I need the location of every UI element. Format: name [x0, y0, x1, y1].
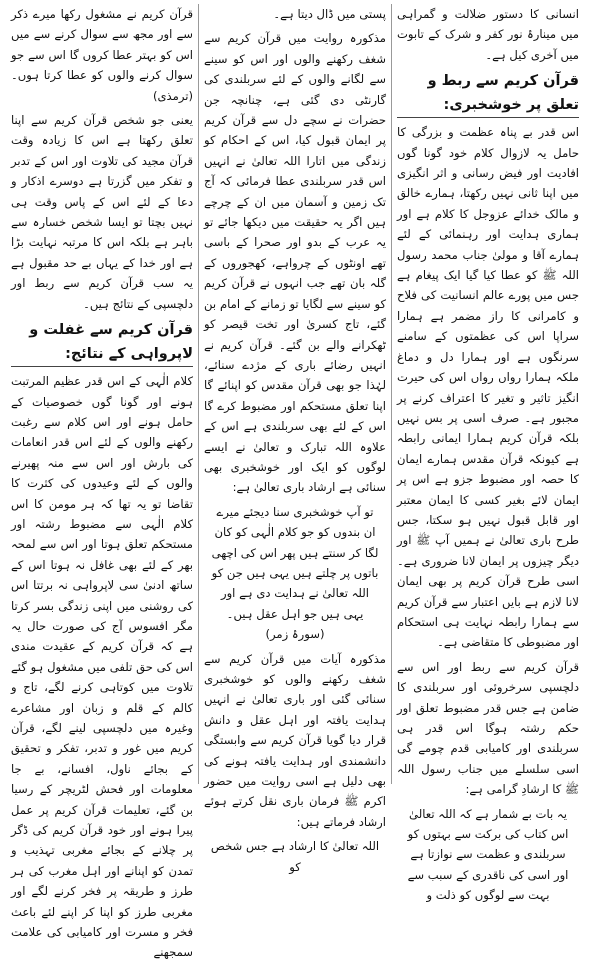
quoted-text: اللہ تعالیٰ کا ارشاد ہے جس شخص کو — [210, 839, 380, 874]
column-right — [392, 4, 584, 903]
section-heading: قرآن کریم سے ربط و تعلق پر خوشخبری: — [397, 69, 579, 118]
body-paragraph: مذکورہ روایت میں قرآن کریم سے شغف رکھنے والوں اور اس کو سینے سے لگانے والوں کے لئے سربلندی کی گارنٹی دی گئی ہے، چنانچہ جن حضرات نے سچے دل سے قرآن کریم پر ایمان قبول کیا، اس کے احکام کو زندگی میں اتارا اللہ تعالیٰ نے انہیں اس قدر سربلندی عطا فرمائی کہ آج تک زمین و آسمان میں ان کے چرچے ہیں اگر یہ حقیقت میں دیکھا جائے تو یہ عرب کے بدو اور صحرا کے باسی تھے اونٹوں کے چرواہے، کھجوروں کے گلہ بان تھے جب انہوں نے قرآن کریم کو سینے سے لگایا تو زمانے کے امام بن گئے، تاج کسریٰ اور تخت قیصر کو ٹھکرانے والے بن گئے۔ قرآن کریم نے انہیں رضائے باری کے مژدے سنائے، لہٰذا جو بھی قرآن مقدس کو اپنائے گا اپنا تعلق مستحکم اور مضبوط کرے گا اس کے لئے بھی سربلندی ہے اس کے علاوہ اللہ تبارک و تعالیٰ نے ایسے لوگوں کو ایک اور خوشخبری بھی سنائی ہے ارشاد باری تعالیٰ ہے: — [204, 31, 386, 495]
body-paragraph: قرآن کریم نے مشغول رکھا میرے ذکر سے اور مجھ سے سوال کرنے سے میں اس کو بہتر عطا کروں گا اس سے جو سوال کرنے والوں کو عطا کرتا ہوں۔ (ترمذی) — [11, 7, 193, 103]
body-paragraph: یعنی جو شخص قرآن کریم سے اپنا تعلق رکھتا ہے اس کا زیادہ وقت قرآن مجید کی تلاوت اور اس کے تدبر و تفکر میں گزرتا ہے دوسرے اذکار و دعا کے لئے اس کے پاس وقت ہی نہیں بچتا تو ایسا شخص خسارہ سے باہر ہے بلکہ اس کا مرتبہ نہایت بڑا ہے اور خدا کے یہاں بے حد مقبول ہے یہ سب قرآن کریم سے ربط اور دلچسپی کے نتائج ہیں۔ — [11, 113, 193, 311]
quoted-text: تو آپ خوشخبری سنا دیجئے میرے ان بندوں کو جو کلام الٰہی کو کان لگا کر سنتے ہیں پھر اس کی اچھی باتوں پر چلتے ہیں یہی ہیں جن کو اللہ تعالیٰ نے ہدایت دی ہے اور یہی ہیں جو اہل عقل ہیں۔ (سورۂ زمر) — [211, 504, 379, 642]
section-heading: قرآن کریم سے غفلت و لاپرواہی کے نتائج: — [11, 318, 193, 367]
body-paragraph: کلام الٰہی کے اس قدر عظیم المرتبت ہونے اور گونا گوں خصوصیات کے حامل ہونے اور اس کلام سے رغبت رکھنے والوں کے لئے اس قدر انعامات کی بارش اور اس سے منہ پھیرنے والوں کے لئے وعیدوں کی کثرت کا تقاضا تو یہ تھا کہ ہر مومن کا اس کلام الٰہی سے مضبوط رشتہ اور مستحکم تعلق ہوتا اور اس سے لمحہ بھر کے لئے بھی غافل نہ ہوتا اس کے ساتھ ادنیٰ سی لاپرواہی نہ برتتا اس کی روشنی میں اپنی زندگی بسر کرتا مگر افسوس آج کی صورت حال یہ ہے کہ قرآن کریم کے عقیدت مندی اس کی حق تلفی میں مشغول ہو گئے تلاوت میں کوتاہی کرنے لگے، تاج و کالم کے قلم و زبان اور مشاعرے وغیرہ میں دلچسپی لینے لگے، قرآن کریم میں غور و تدبر، تفکر و تحقیق کے بجائے ناول، افسانے، بے جا معلومات اور فحش لٹریچر کے رسیا بن گئے، تعلیمات قرآن کریم پر عمل پیرا ہونے اور خود قرآن کریم کی ڈگر پر چلانے کے بجائے مغربی تہذیب و تمدن کو اپنانے اور اہل مغرب کی ہر طرز و طریقہ پر فخر کرنے لگے اور مغربی طرز کو اپنا کر اپنے لئے باعث فخر و مسرت اور کامیابی کی علامت سمجھنے — [11, 374, 193, 960]
column-left — [6, 4, 199, 960]
body-paragraph: قرآن کریم سے ربط اور اس سے دلچسپی سرخروئی اور سربلندی کا ضامن ہے جس قدر مضبوط تعلق اور حکم رشتہ ہوگا اس قدر ہی سربلندی اور کامیابی قدم چومے گی اسی سلسلے میں جناب رسول اللہ ﷺ کا ارشادِ گرامی ہے: — [397, 659, 579, 797]
body-paragraph: انسانی کا دستور ضلالت و گمراہی میں مینارۂ نور کفر و شرک کے تابوت میں آخری کیل ہے۔ — [397, 7, 579, 62]
body-paragraph: پستی میں ڈال دیتا ہے۔ — [273, 7, 386, 21]
body-paragraph: مذکورہ آیات میں قرآن کریم سے شغف رکھنے والوں کو خوشخبری سنائی گئی اور باری تعالیٰ نے انہیں ہدایت یافتہ اور اہل عقل و دانش قرار دیا گویا قرآن کریم سے وابستگی دانشمندی اور ہدایت یافتہ ہونے کی بھی دلیل ہے اسی روایت میں حضور اکرم ﷺ فرمان باری نقل کرتے ہوئے ارشاد فرماتے ہیں: — [204, 651, 386, 829]
column-middle — [199, 4, 392, 874]
quoted-text: یہ بات بے شمار ہے کہ اللہ تعالیٰ اس کتاب کی برکت سے بہتوں کو سربلندی و عظمت سے نوازتا ہے اور اسی کی ناقدری کے سبب سے بہت سے لوگوں کو ذلت و — [407, 806, 569, 903]
body-paragraph: اس قدر بے پناہ عظمت و بزرگی کا حامل یہ لازوال کلام خود گونا گوں افادیت اور فیض رسانی و اثر انگیزی میں اپنا ثانی نہیں رکھتا، ہمارے خالق و مالک خدائے عزوجل کا کلام ہے اور ہماری ہدایت اور رہنمائی کے لئے ہمارے آقا و مولیٰ جناب محمد رسول اللہ ﷺ کو عطا کیا گیا ایک پیغام ہے جس میں پورے عالم انسانیت کی فلاح و کامرانی کا راز مضمر ہے ہمارا سراپا اس کی عظمتوں کے سامنے سرنگوں ہے اور ہمارا دل و دماغ ملکہ ہمارا رواں رواں اس کی حیرت انگیز تاثیر و تغیر کا اعتراف کرنے پر مجبور ہے۔ صرف اسی پر بس نہیں بلکہ قرآن کریم ہمارا ایمانی رابطہ ہے کیونکہ قرآن مقدس ہمارے ایمان کا حصہ اور مضبوط جزو ہے اس پر ایمان لائے بغیر کسی کا ایمان معتبر اور قابل قبول نہیں ہو سکتا، جس طرح باری تعالیٰ نے ہمیں آپ ﷺ اور دیگر چیزوں پر ایمان لانا ضروری ہے۔ اسی طرح قرآن کریم پر بھی ایمان لانا لازم ہے بایں اعتبار سے قرآن کریم سے ہمارا رابطہ نہایت ہی استحکام اور مضبوطی کا متقاضی ہے۔ — [397, 125, 579, 650]
